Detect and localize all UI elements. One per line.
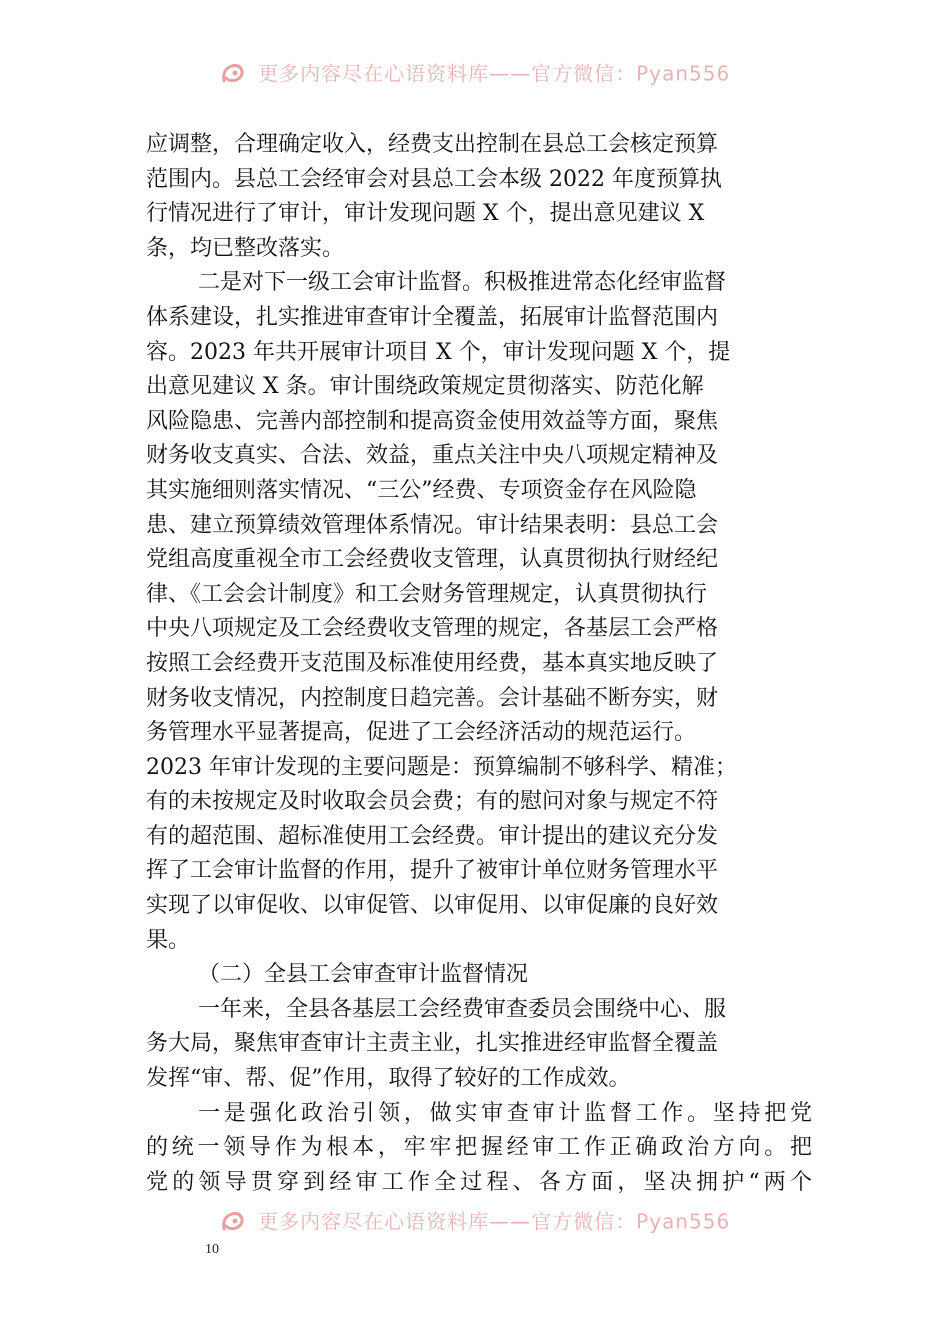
text-line: 一年来，全县各基层工会经费审查委员会围绕中心、服 <box>198 996 727 1022</box>
text-line: 有的超范围、超标准使用工会经费。审计提出的建议充分发 <box>146 823 719 849</box>
text-line: 条，均已整改落实。 <box>146 235 345 261</box>
text-line: 财务收支真实、合法、效益，重点关注中央八项规定精神及 <box>146 443 719 469</box>
paragraph-county-overview <box>146 993 812 1097</box>
section-heading <box>146 958 812 993</box>
text-line: 律、《工会会计制度》和工会财务管理规定，认真贯彻执行 <box>146 581 708 607</box>
text-line: 务管理水平显著提高，促进了工会经济活动的规范运行。 <box>146 720 697 746</box>
text-line: 财务收支情况，内控制度日趋完善。会计基础不断夯实，财 <box>146 685 719 711</box>
text-line: 体系建设，扎实推进审查审计全覆盖，拓展审计监督范围内 <box>146 304 719 330</box>
watermark-top <box>0 52 950 92</box>
dj-logo-icon <box>220 61 246 87</box>
watermark-text: 更多内容尽在心语资料库——官方微信：Pyan556 <box>258 1209 731 1234</box>
text-line: 务大局，聚焦审查审计主责主业，扎实推进经审监督全覆盖 <box>146 1031 719 1057</box>
text-line: 容。2023 年共开展审计项目 X 个，审计发现问题 X 个，提 <box>146 339 731 365</box>
text-line: 党组高度重视全市工会经费收支管理，认真贯彻执行财经纪 <box>146 547 719 573</box>
watermark-text: 更多内容尽在心语资料库——官方微信：Pyan556 <box>258 61 731 86</box>
text-line: 党的领导贯穿到经审工作全过程、各方面，坚决拥护“两个 <box>146 1169 812 1195</box>
paragraph-continuation <box>146 128 812 266</box>
text-line: 的统一领导作为根本，牢牢把握经审工作正确政治方向。把 <box>146 1135 812 1161</box>
text-line: 实现了以审促收、以审促管、以审促用、以审促廉的良好效 <box>146 893 719 919</box>
text-line: 应调整，合理确定收入，经费支出控制在县总工会核定预算 <box>146 132 719 157</box>
text-line: 二是对下一级工会审计监督。积极推进常态化经审监督 <box>198 270 727 296</box>
text-line: 患、建立预算绩效管理体系情况。审计结果表明：县总工会 <box>146 512 719 538</box>
dj-logo-icon <box>220 1209 246 1235</box>
text-line: 出意见建议 X 条。审计围绕政策规定贯彻落实、防范化解 <box>146 374 704 400</box>
text-line: 风险隐患、完善内部控制和提高资金使用效益等方面，聚焦 <box>146 408 719 434</box>
text-line: （二）全县工会审查审计监督情况 <box>198 962 529 988</box>
document-body <box>146 128 812 1200</box>
text-line: 一是强化政治引领，做实审查审计监督工作。坚持把党 <box>198 1100 812 1126</box>
page-number: 10 <box>205 1242 219 1257</box>
text-line: 中央八项规定及工会经费收支管理的规定，各基层工会严格 <box>146 616 719 642</box>
paragraph-lower-level-audit <box>146 266 812 958</box>
text-line: 其实施细则落实情况、“三公”经费、专项资金存在风险隐 <box>146 477 697 503</box>
text-line: 范围内。县总工会经审会对县总工会本级 2022 年度预算执 <box>146 166 722 192</box>
watermark-bottom <box>0 1200 950 1240</box>
text-line: 行情况进行了审计，审计发现问题 X 个，提出意见建议 X <box>146 201 705 227</box>
text-line: 有的未按规定及时收取会员会费；有的慰问对象与规定不符 <box>146 789 719 815</box>
text-line: 按照工会经费开支范围及标准使用经费，基本真实地反映了 <box>146 650 719 676</box>
text-line: 挥了工会审计监督的作用，提升了被审计单位财务管理水平 <box>146 858 719 884</box>
text-line: 发挥“审、帮、促”作用，取得了较好的工作成效。 <box>146 1066 631 1092</box>
paragraph-political-leadership <box>146 1097 812 1201</box>
text-line: 2023 年审计发现的主要问题是：预算编制不够科学、精准； <box>146 754 737 780</box>
text-line: 果。 <box>146 927 191 953</box>
